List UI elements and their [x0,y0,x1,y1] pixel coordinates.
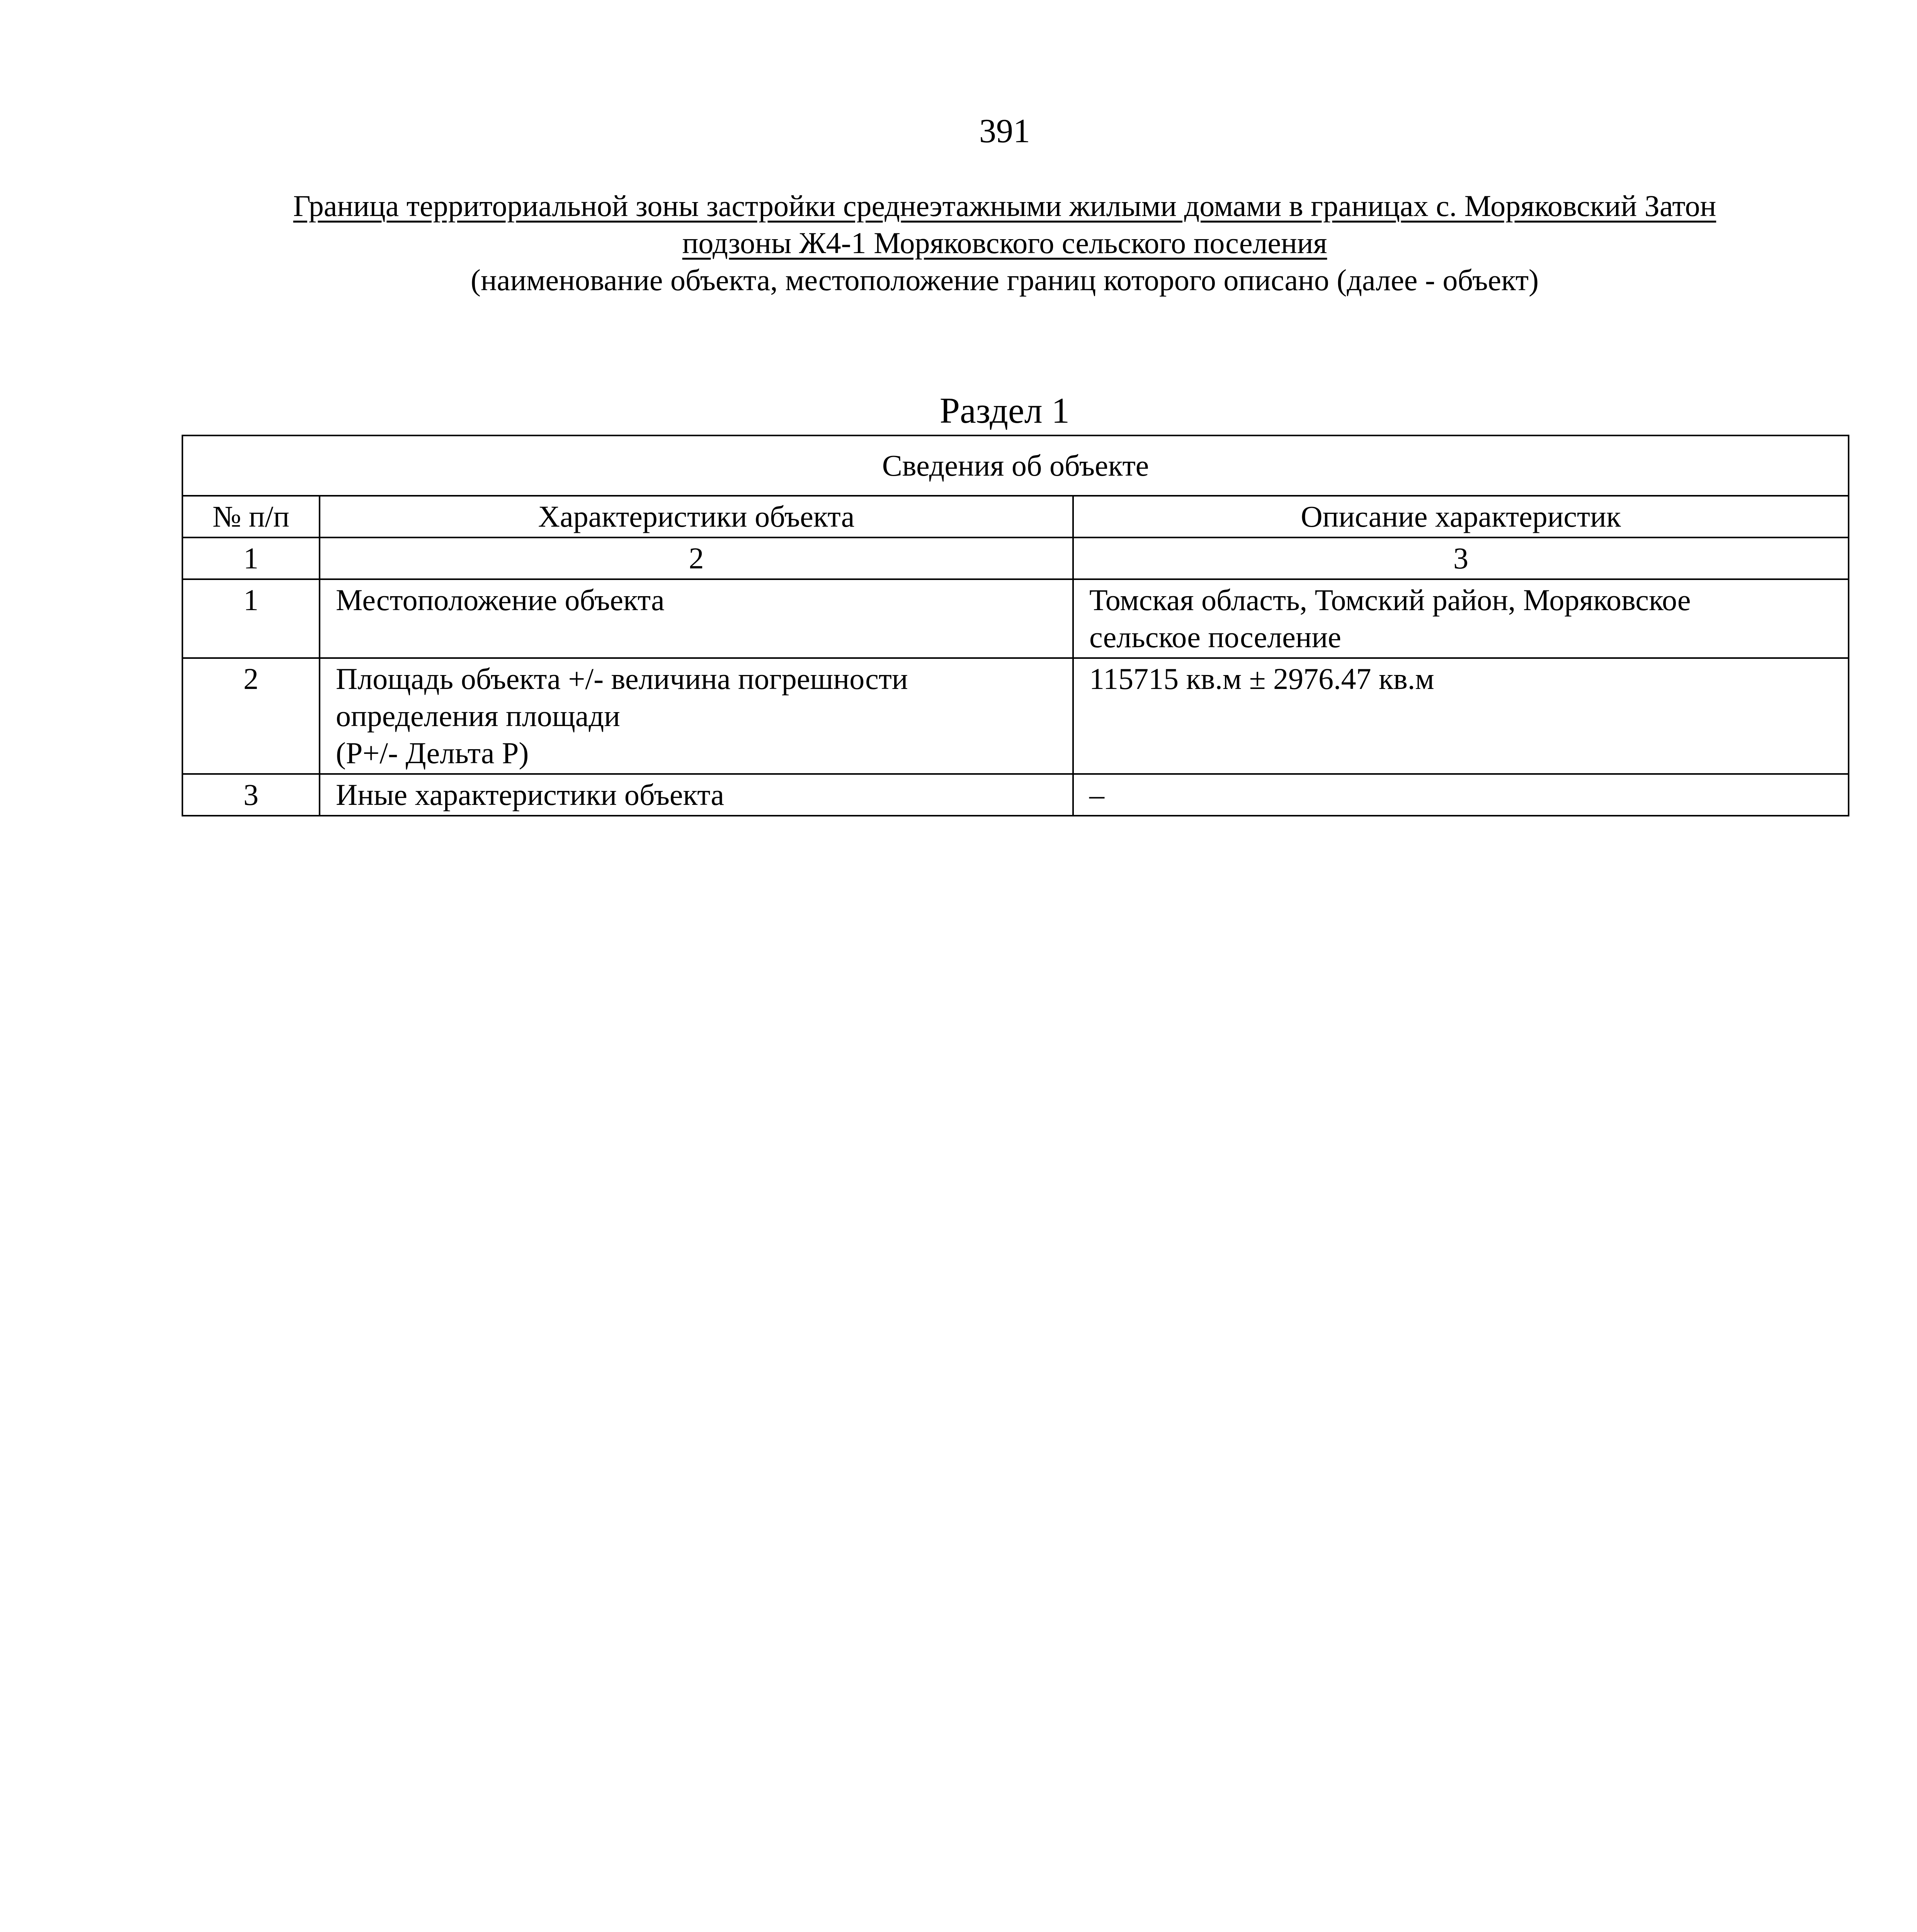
row-characteristic [320,579,1073,658]
row-characteristic-line: Площадь объекта +/- величина погрешности [336,662,908,696]
row-description-line: Томская область, Томский район, Моряковское [1089,583,1691,617]
table-header-row [182,496,1849,537]
row-description [1073,658,1849,774]
object-info-table [182,435,1849,816]
header-number: № п/п [182,496,320,537]
section-title: Раздел 1 [939,391,1070,431]
row-description [1073,774,1849,816]
table-row [182,774,1849,816]
row-number: 3 [182,774,320,816]
row-description-line: – [1089,778,1104,811]
column-number-1: 1 [182,537,320,579]
object-title [216,187,1793,262]
column-number-3: 3 [1073,537,1849,579]
table-caption-row [182,435,1849,496]
row-characteristic-line: (Р+/- Дельта Р) [336,736,529,770]
row-number: 2 [182,658,320,774]
header-characteristics: Характеристики объекта [320,496,1073,537]
row-characteristic-line: определения площади [336,699,620,733]
row-description-line: сельское поселение [1089,620,1341,654]
row-number: 1 [182,579,320,658]
row-characteristic-line: Иные характеристики объекта [336,778,724,811]
table-row [182,579,1849,658]
row-characteristic [320,774,1073,816]
row-description [1073,579,1849,658]
table-caption: Сведения об объекте [182,435,1849,496]
object-title-line-2: подзоны Ж4-1 Моряковского сельского поселения [682,226,1327,260]
row-characteristic [320,658,1073,774]
column-number-2: 2 [320,537,1073,579]
table-row [182,658,1849,774]
row-description-line: 115715 кв.м ± 2976.47 кв.м [1089,662,1434,696]
header-description: Описание характеристик [1073,496,1849,537]
object-title-line-1: Граница территориальной зоны застройки среднеэтажными жилыми домами в границах с. Моряковский Затон [293,189,1716,223]
object-caption: (наименование объекта, местоположение границ которого описано (далее - объект) [471,263,1539,297]
table-column-number-row [182,537,1849,579]
row-characteristic-line: Местоположение объекта [336,583,665,617]
page-number: 391 [979,112,1030,150]
